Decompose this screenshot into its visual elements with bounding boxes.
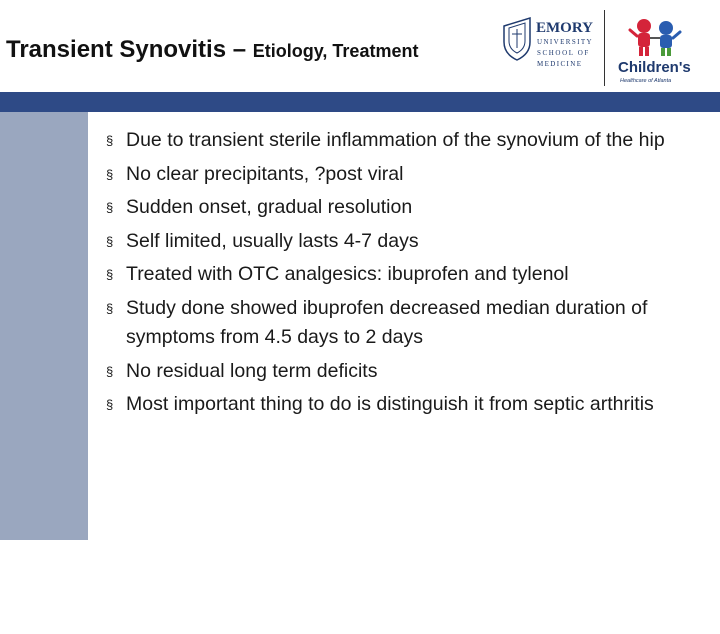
emory-school-of-medicine-logo: [500, 12, 600, 88]
bullet-item: [106, 158, 706, 192]
emory-name-text: EMORY: [536, 20, 593, 36]
slide-title-separator: –: [226, 36, 253, 63]
bullet-marker-icon: §: [106, 200, 114, 216]
emory-line3-text: MEDICINE: [537, 60, 583, 68]
emory-line1-text: UNIVERSITY: [537, 38, 593, 46]
slide-title-main: Transient Synovitis: [6, 36, 227, 63]
bullet-item: [106, 191, 706, 225]
childrens-healthcare-logo: [610, 16, 714, 86]
bullet-text: Self limited, usually lasts 4-7 days: [126, 229, 419, 252]
bullet-text: No clear precipitants, ?post viral: [126, 162, 404, 185]
bullet-marker-icon: §: [106, 363, 114, 379]
slide-title: [6, 36, 418, 64]
bullet-item: [106, 124, 706, 158]
bullet-marker-icon: §: [106, 300, 114, 316]
childrens-name-text: Children's: [618, 59, 691, 76]
bullet-item: [106, 388, 706, 422]
logo-area: [500, 10, 720, 92]
logo-divider: [604, 10, 605, 86]
bullet-text: No residual long term deficits: [126, 359, 378, 382]
bullet-text: Most important thing to do is distinguish it from septic arthritis: [126, 393, 654, 416]
bullet-text: Sudden onset, gradual resolution: [126, 196, 413, 219]
bullet-text: Treated with OTC analgesics: ibuprofen and tylenol: [126, 263, 569, 286]
bullet-item: [106, 292, 706, 355]
bullet-marker-icon: §: [106, 166, 114, 182]
bullet-item: [106, 225, 706, 259]
bullet-list: [106, 124, 706, 422]
bullet-marker-icon: §: [106, 133, 114, 148]
bullet-text: Due to transient sterile inflammation of the synovium of the hip: [126, 129, 665, 151]
left-sidebar-bar: [0, 112, 88, 634]
bullet-item: [106, 258, 706, 292]
slide-number: 4: [36, 622, 43, 634]
bullet-marker-icon: §: [106, 397, 114, 413]
bullet-item: [106, 355, 706, 389]
bullet-marker-icon: §: [106, 233, 114, 249]
slide-title-sub: Etiology, Treatment: [252, 41, 419, 61]
bullet-text: Study done showed ibuprofen decreased median duration of symptoms from 4.5 days to 2 days: [126, 296, 648, 349]
childrens-tagline-text: Healthcare of Atlanta: [620, 78, 672, 84]
header-bar: [0, 92, 720, 112]
bullet-marker-icon: §: [106, 267, 114, 283]
emory-line2-text: SCHOOL OF: [537, 49, 590, 57]
